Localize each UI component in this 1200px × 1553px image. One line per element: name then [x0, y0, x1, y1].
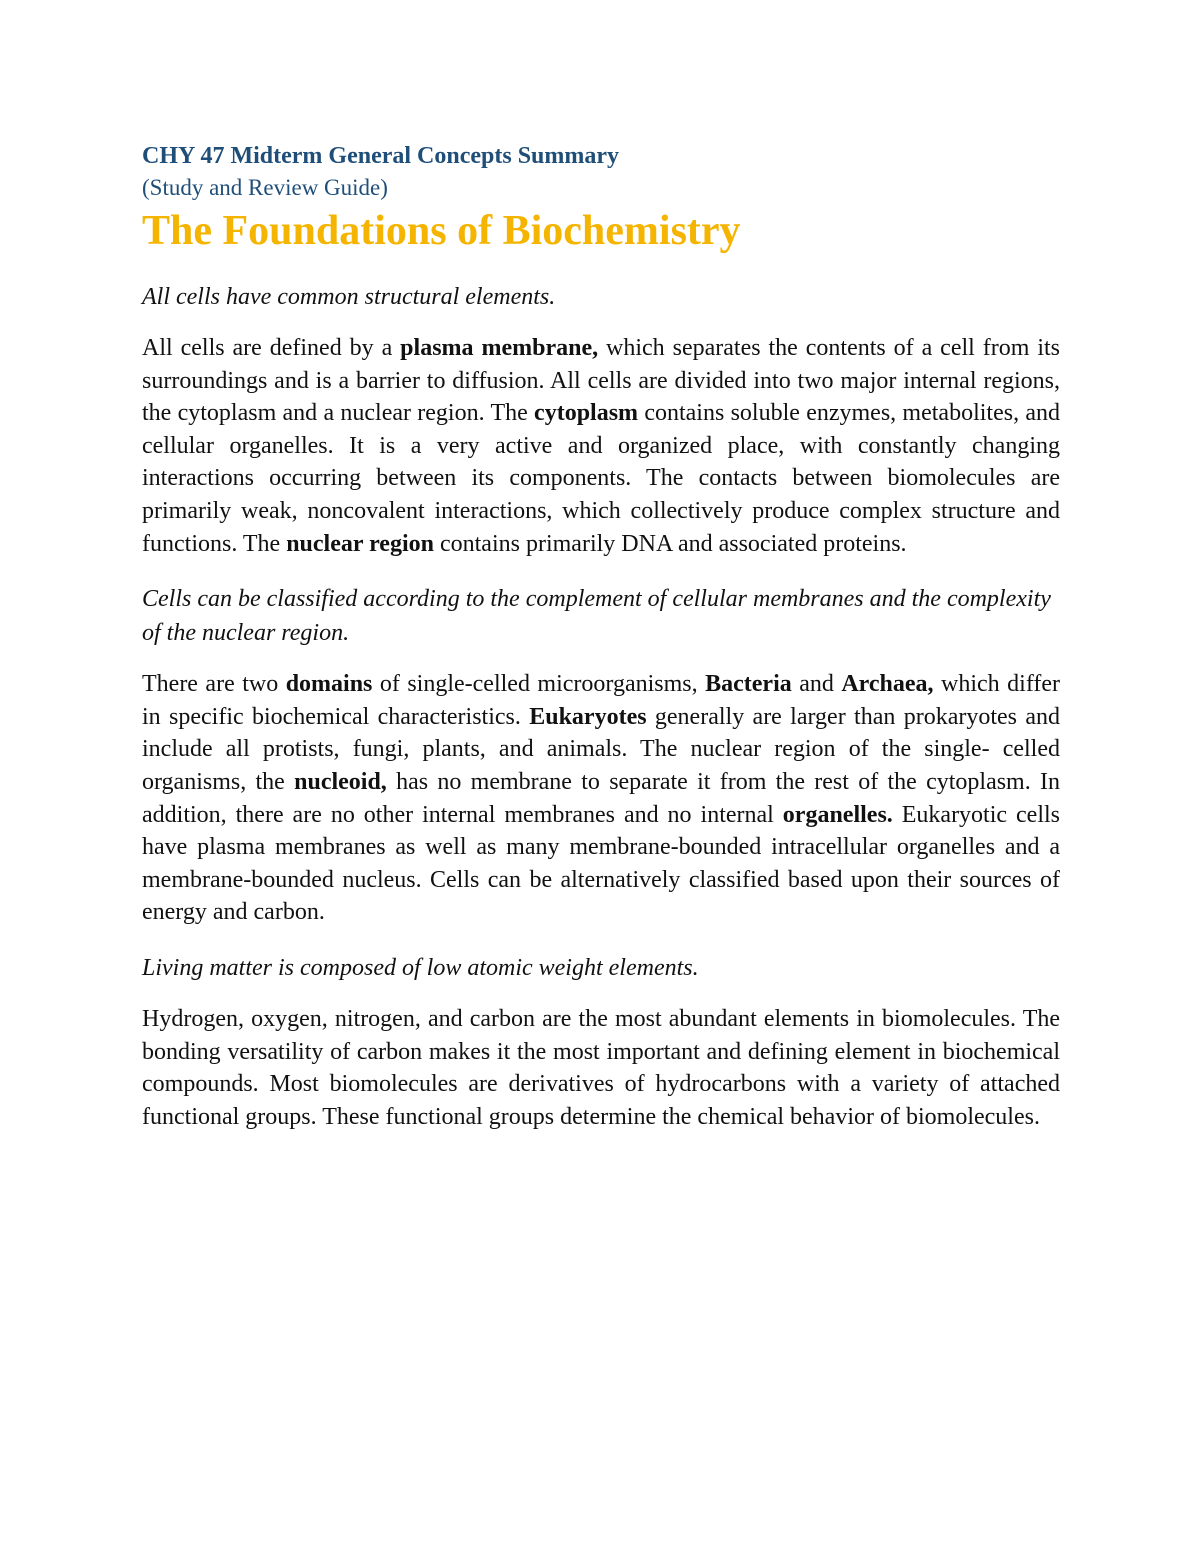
paragraph-text: contains soluble enzymes, metabolites, and cellular organelles. It is a very active and organized place, with constantly changing interactions occurring between its components. The contacts between biomolecules are primarily weak, noncovalent interactions, which collectively produce complex structure and functions. The: [142, 400, 1061, 557]
key-term-cytoplasm: cytoplasm: [534, 400, 639, 427]
paragraph-text: and: [791, 671, 842, 698]
course-title: CHY 47 Midterm General Concepts Summary: [142, 143, 620, 169]
key-term-nuclear-region: nuclear region: [286, 530, 434, 557]
paragraph-text: which differ in specific biochemical characteristics.: [142, 671, 1061, 730]
section-heading-cell-structure: All cells have common structural elements.: [142, 284, 556, 310]
key-term-nucleoid: nucleoid,: [294, 768, 387, 795]
paragraph-cell-structure: [142, 332, 1060, 560]
paragraph-text: All cells are defined by a: [142, 335, 401, 361]
paragraph-text: Eukaryotic cells have plasma membranes as well as many membrane-bounded intracellular organelles and a membrane-bounded nucleus. Cells can be alternatively classified based upon their sources of energy and carbon.: [142, 801, 1060, 926]
paragraph-text: generally are larger than prokaryotes and include all protists, fungi, plants, and animals. The nuclear region of the single- celled organisms, the: [142, 703, 1061, 795]
key-term-organelles: organelles.: [782, 801, 893, 828]
paragraph-text: There are two: [142, 671, 286, 698]
paragraph-cell-classification: [142, 668, 1060, 929]
section-heading-cell-classification: Cells can be classified according to the complement of cellular membranes and the complexity of the nuclear region.: [142, 586, 1051, 647]
key-term-bacteria: Bacteria: [705, 671, 792, 698]
paragraph-text: contains primarily DNA and associated proteins.: [433, 530, 907, 557]
section-heading-elements: Living matter is composed of low atomic weight elements.: [142, 954, 699, 981]
paragraph-elements: [142, 1003, 1060, 1133]
paragraph-text: Hydrogen, oxygen, nitrogen, and carbon are the most abundant elements in biomolecules. The bonding versatility of carbon makes it the most important and defining element in biochemical compounds. Most biomolecules are derivatives of hydrocarbons with a variety of attached functional groups. These functional groups determine the chemical behavior of biomolecules.: [142, 1005, 1060, 1130]
paragraph-text: of single-celled microorganisms,: [372, 671, 706, 698]
paragraph-text: which separates the contents of a cell from its surroundings and is a barrier to diffusion. All cells are divided into two major internal regions, the cytoplasm and a nuclear region. The: [142, 335, 1061, 427]
key-term-domains: domains: [285, 671, 373, 698]
key-term-archaea: Archaea,: [841, 671, 934, 698]
main-title: The Foundations of Biochemistry: [142, 208, 741, 254]
document-content: [142, 140, 1060, 1133]
key-term-eukaryotes: Eukaryotes: [529, 703, 647, 730]
paragraph-text: has no membrane to separate it from the rest of the cytoplasm. In addition, there are no other internal membranes and no internal: [142, 768, 1061, 828]
document-subtitle: (Study and Review Guide): [142, 175, 388, 200]
key-term-plasma-membrane: plasma membrane,: [400, 335, 599, 361]
